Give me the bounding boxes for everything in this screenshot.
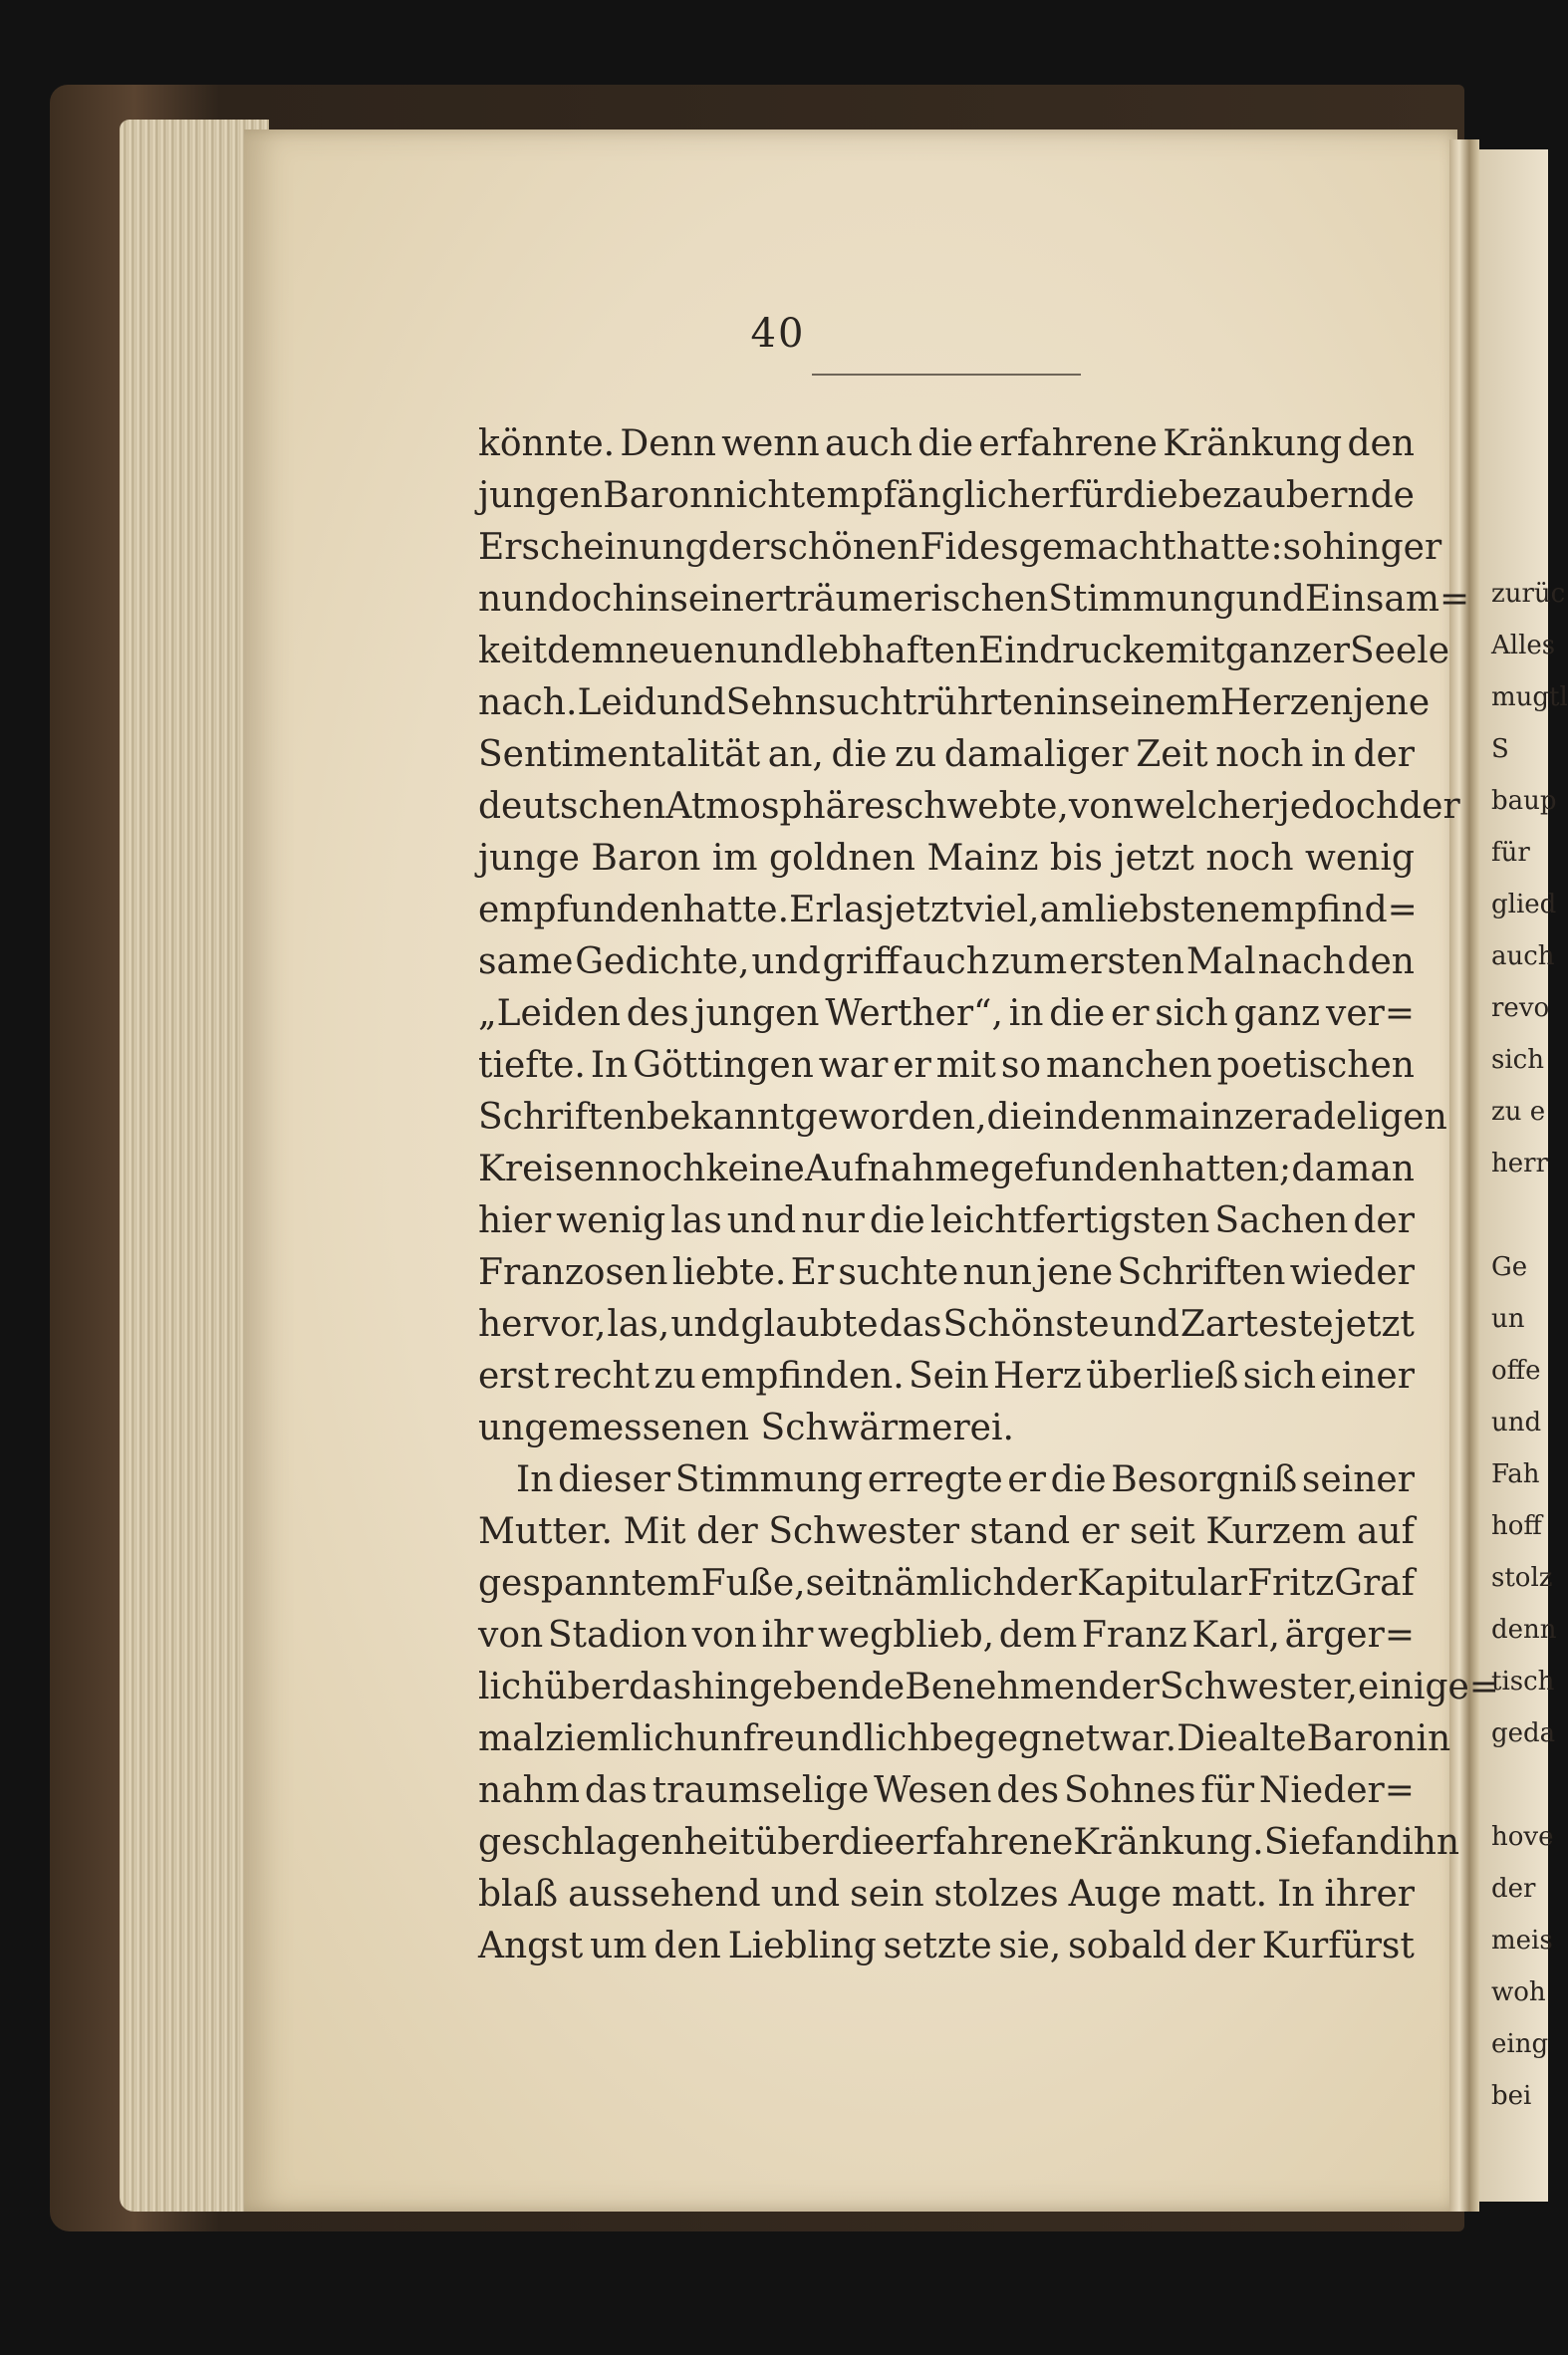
header-rule — [812, 374, 1081, 376]
text-line: lich über das hingebende Benehmen der Schwester, einige= — [478, 1667, 1499, 1707]
next-page-fragment: hoff — [1491, 1511, 1542, 1541]
next-page-fragment: für — [1491, 838, 1530, 868]
next-page-fragment: Alles — [1491, 631, 1556, 660]
text-line: nun doch in seiner träumerischen Stimmung und Einsam= — [478, 579, 1470, 620]
next-page-fragment: geda — [1491, 1718, 1556, 1748]
text-line: Kreisen noch keine Aufnahme gefunden hatten; da man — [478, 1149, 1415, 1189]
next-page-fragment — [1479, 1189, 1568, 1241]
next-page-fragment: tisch — [1491, 1667, 1555, 1697]
next-page-fragment: der — [1491, 1874, 1536, 1904]
next-page-fragment: S — [1491, 734, 1509, 764]
text-line: Franzosen liebte. Er suchte nun jene Schriften wieder — [478, 1252, 1415, 1293]
next-page-fragment: und — [1491, 1408, 1542, 1438]
text-line: könnte. Denn wenn auch die erfahrene Kränkung den — [478, 423, 1415, 464]
next-page-fragment — [1479, 1759, 1568, 1811]
next-page-fragment: denn — [1491, 1615, 1557, 1645]
next-page-fragment: baup — [1491, 786, 1557, 816]
text-line: junge Baron im goldnen Mainz bis jetzt noch wenig — [478, 838, 1415, 879]
text-line: Sentimentalität an, die zu damaliger Zeit noch in der — [478, 734, 1415, 775]
text-line: mal ziemlich unfreundlich begegnet war. Die alte Baronin — [478, 1718, 1451, 1759]
text-line: tiefte. In Göttingen war er mit so manchen poetischen — [478, 1045, 1415, 1086]
text-line: blaß aussehend und sein stolzes Auge matt. In ihrer — [478, 1874, 1415, 1915]
next-page-fragment: woh — [1491, 1977, 1546, 2007]
next-page-fragment: herr — [1491, 1149, 1548, 1178]
next-page-fragment: zu e — [1491, 1097, 1546, 1127]
text-line: empfunden hatte. Er las jetzt viel, am liebsten empfind= — [478, 890, 1418, 930]
next-page-edge — [1479, 149, 1568, 2202]
text-line: von Stadion von ihr wegblieb, dem Franz Karl, ärger= — [478, 1615, 1415, 1656]
next-page-fragment: Ge — [1491, 1252, 1528, 1282]
text-line: erst recht zu empfinden. Sein Herz überließ sich einer — [478, 1356, 1415, 1397]
body-text — [478, 418, 1499, 1972]
text-line: geschlagenheit über die erfahrene Kränkung. Sie fand ihn — [478, 1822, 1460, 1863]
text-line: In dieser Stimmung erregte er die Besorgniß seiner — [516, 1459, 1415, 1500]
next-page-fragment: un — [1491, 1304, 1525, 1334]
text-line: hervor, las, und glaubte das Schönste und Zarteste jetzt — [478, 1304, 1415, 1345]
text-line: gespanntem Fuße, seit nämlich der Kapitular Fritz Graf — [478, 1563, 1415, 1604]
text-line: „Leiden des jungen Werther“, in die er sich ganz ver= — [478, 993, 1415, 1034]
next-page-fragment: meis — [1491, 1926, 1553, 1956]
text-line: hier wenig las und nur die leichtfertigsten Sachen der — [478, 1200, 1415, 1241]
next-page-fragment: hove — [1491, 1822, 1554, 1852]
next-page-fragment: sich — [1491, 1045, 1544, 1075]
next-page-fragment: Fah — [1491, 1459, 1540, 1489]
next-page-fragment: auch — [1491, 941, 1555, 971]
next-page-fragment: glied — [1491, 890, 1557, 919]
text-line: Mutter. Mit der Schwester stand er seit Kurzem auf — [478, 1511, 1415, 1552]
next-page-text — [1479, 568, 1568, 2122]
text-line: deutschen Atmosphäre schwebte, von welcher jedoch der — [478, 786, 1460, 827]
next-page-fragment: offe — [1491, 1356, 1541, 1386]
next-page-fragment: stolz — [1491, 1563, 1553, 1593]
book-gutter — [1449, 139, 1479, 2212]
text-line: nahm das traumselige Wesen des Sohnes für Nieder= — [478, 1770, 1415, 1811]
text-line: same Gedichte, und griff auch zum ersten Mal nach den — [478, 941, 1415, 982]
text-line: nach. Leid und Sehnsucht rührten in seinem Herzen jene — [478, 682, 1431, 723]
next-page-fragment: bei — [1491, 2081, 1532, 2111]
next-page-fragment: zurüc — [1491, 579, 1566, 609]
text-line: ungemessenen Schwärmerei. — [478, 1408, 1014, 1448]
text-line: keit dem neuen und lebhaften Eindrucke mit ganzer Seele — [478, 631, 1450, 671]
text-line: Schriften bekannt geworden, die in den mainzer adeligen — [478, 1097, 1447, 1138]
next-page-fragment: eing — [1491, 2029, 1549, 2059]
text-line: jungen Baron nicht empfänglicher für die bezaubernde — [478, 475, 1415, 516]
next-page-fragment: revo — [1491, 993, 1550, 1023]
next-page-fragment: mugtl — [1491, 682, 1568, 712]
text-line: Erscheinung der schönen Fides gemacht hatte: so hing er — [478, 527, 1442, 568]
page-number: 40 — [750, 311, 806, 357]
text-line: Angst um den Liebling setzte sie, sobald der Kurfürst — [478, 1926, 1415, 1966]
